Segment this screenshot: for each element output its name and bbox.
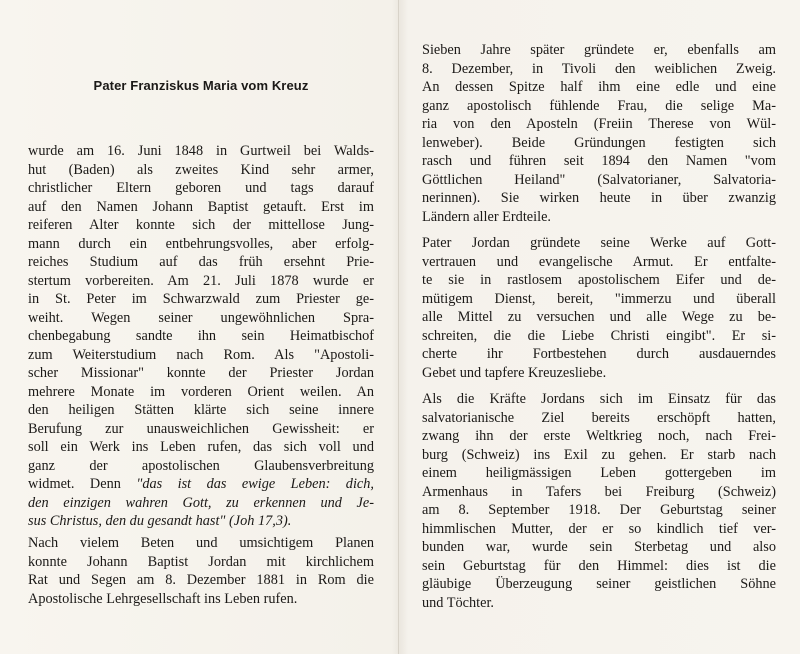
text-line: den heiligen Stätten klärte sich seine innere [28, 402, 374, 418]
text-line: bunden war, wurde sein Sterbetag und also [422, 539, 776, 555]
text-line: Apostolische Lehrgesellschaft ins Leben rufen. [28, 590, 298, 607]
text-line: ria von den Aposteln (Freiin Therese von Wül- [422, 116, 776, 132]
text-line: einem heiligmässigen Leben gottergeben im [422, 465, 776, 481]
text-line: Rat und Segen am 8. Dezember 1881 in Rom die [28, 572, 374, 588]
scripture-quote-line: den einzigen wahren Gott, zu erkennen und Je- [28, 494, 374, 511]
text-line: lenweber). Beide Gründungen festigten sich [422, 134, 776, 151]
text-line: mehrere Monate im vorderen Orient weilen. An [28, 383, 374, 400]
text-line: Pater Jordan gründete seine Werke auf Gott- [422, 235, 776, 251]
text-line: sein Geburtstag für den Himmel: dies ist die [422, 557, 776, 574]
text-line: burg (Schweiz) ins Exil zu gehen. Er starb nach [422, 446, 776, 463]
text-line: scher Missionar" konnte der Priester Jordan [28, 365, 374, 381]
text-line: alle Mittel zu versuchen und alle Wege zu be- [422, 309, 776, 325]
text-line: himmlischen Mutter, der er so kindlich tief ver- [422, 520, 776, 537]
text-line: rasch und führen seit 1894 den Namen "vom [422, 153, 776, 169]
fold-line [398, 0, 399, 654]
text-line: vertrauen und evangelische Armut. Er entfalte- [422, 253, 776, 270]
text-line: stertum vorbereiten. Am 21. Juli 1878 wurde er [28, 272, 374, 289]
text-line: cherte ihr Fortbestehen durch ausdauerndes [422, 346, 776, 362]
scripture-quote: sus Christus, den du gesandt hast" [28, 513, 226, 529]
text-line: reiches Studium auf das früh ersehnt Prie- [28, 254, 374, 270]
text-line [28, 475, 374, 494]
text-line: mann durch ein entbehrungsvolles, aber erfolg- [28, 235, 374, 252]
text-line: zum Weiterstudium nach Rom. Als "Apostoli- [28, 346, 374, 363]
text-line: reiferen Alter konnte sich der mittellose Jung- [28, 217, 374, 233]
biography-paragraph-2 [28, 534, 374, 608]
biography-paragraph-3 [422, 41, 776, 226]
text-line: auf den Namen Johann Baptist getauft. Erst im [28, 198, 374, 215]
text-line: Gebet und tapfere Kreuzesliebe. [422, 364, 607, 381]
text-line: Nach vielem Beten und umsichtigem Planen [28, 535, 374, 551]
text-line: soll ein Werk ins Leben rufen, das sich voll und [28, 439, 374, 455]
text-line [28, 512, 374, 531]
text-line: ganz der apostolischen Glaubensverbreitung [28, 457, 374, 474]
text-line: Armenhaus in Tafers bei Freiburg (Schweiz) [422, 483, 776, 500]
text-line: hut (Baden) als zweites Kind sehr armer, [28, 161, 374, 178]
text-line: wurde am 16. Juni 1848 in Gurtweil bei Walds- [28, 143, 374, 159]
text-line: schreiten, die die Liebe Christi eingibt". Er si- [422, 327, 776, 344]
text-line: nerinnen). Sie wirken heute in über zwanzig [422, 190, 776, 206]
card-title: Pater Franziskus Maria vom Kreuz [93, 78, 309, 93]
text-line: te sie in rastlosem apostolischem Eifer und de- [422, 272, 776, 288]
text-line: am 8. September 1918. Der Geburtstag seiner [422, 502, 776, 518]
text-line: Berufung zur unausweichlichen Gewissheit: er [28, 420, 374, 437]
text-line: mütigem Dienst, bereit, "immerzu und überall [422, 290, 776, 307]
text-line: in St. Peter im Schwarzwald zum Priester ge- [28, 291, 374, 307]
text-line: und Töchter. [422, 594, 495, 611]
text-line: Als die Kräfte Jordans sich im Einsatz für das [422, 391, 776, 407]
text-line: salvatorianische Ziel bereits erschöpft hatten, [422, 409, 776, 426]
text-line: Sieben Jahre später gründete er, ebenfalls am [422, 42, 776, 58]
text-line: An dessen Spitze half ihm eine edle und eine [422, 79, 776, 95]
biography-paragraph-4 [422, 234, 776, 382]
scripture-quote: "das ist das ewige Leben: dich, [136, 476, 374, 492]
text-line: weiht. Wegen seiner ungewöhnlichen Spra- [28, 309, 374, 326]
scripture-reference: (Joh 17,3). [225, 513, 292, 529]
text-line: konnte Johann Baptist Jordan mit kirchlichem [28, 553, 374, 570]
text-line: Ländern aller Erdteile. [422, 208, 552, 225]
text-line: ganz apostolisch fühlende Frau, die selige Ma- [422, 97, 776, 114]
text-line: Göttlichen Heiland" (Salvatorianer, Salvatoria- [422, 171, 776, 188]
text-segment: widmet. Denn [28, 476, 137, 492]
biography-paragraph-1 [28, 142, 374, 531]
text-line: 8. Dezember, in Tivoli den weiblichen Zweig. [422, 60, 776, 77]
text-line: christlicher Eltern geboren und tags darauf [28, 180, 374, 196]
biography-paragraph-5 [422, 390, 776, 612]
text-line: gläubige Überzeugung seiner geistlichen Söhne [422, 576, 776, 592]
text-line: zwang ihn der erste Weltkrieg noch, nach Frei- [422, 428, 776, 444]
text-line: chenbegabung sandte ihn sein Heimatbischof [28, 328, 374, 344]
